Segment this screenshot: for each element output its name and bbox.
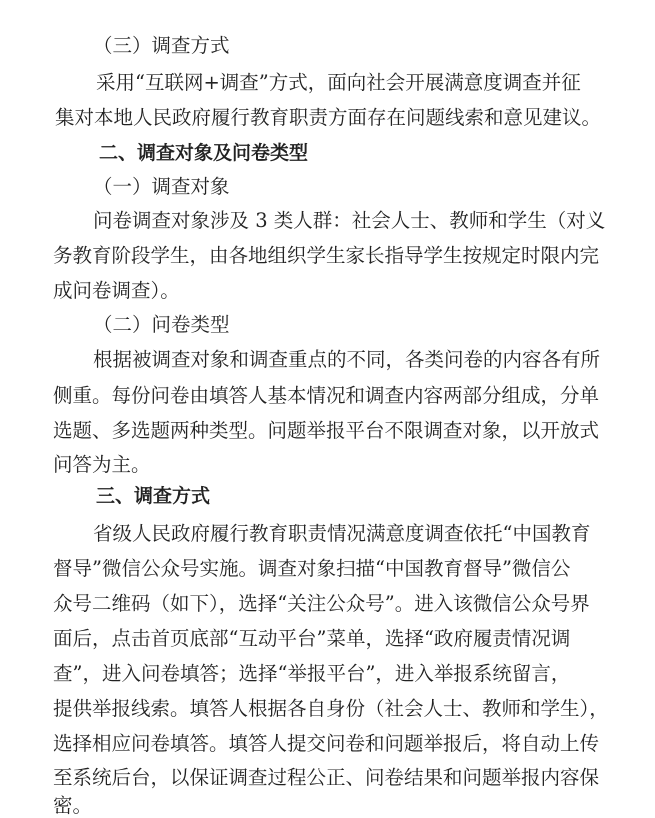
paragraph-line: 众号二维码（如下），选择“关注公众号”。进入该微信公众号界 [53, 592, 590, 615]
paragraph-line: 至系统后台，以保证调查过程公正、问卷结果和问题举报内容保 [53, 766, 600, 789]
paragraph-line: 集对本地人民政府履行教育职责方面存在问题线索和意见建议。 [55, 106, 602, 129]
section-3-title: （三）调查方式 [93, 34, 230, 57]
paragraph-line: 务教育阶段学生，由各地组织学生家长指导学生按规定时限内完 [53, 244, 600, 267]
paragraph-line: 根据被调查对象和调查重点的不同，各类问卷的内容各有所 [93, 348, 601, 371]
paragraph-line: 省级人民政府履行教育职责情况满意度调查依托“中国教育 [93, 522, 591, 545]
paragraph-line: 选择相应问卷填答。填答人提交问卷和问题举报后，将自动上传 [53, 732, 600, 755]
paragraph-line: 选题、多选题两种类型。问题举报平台不限调查对象，以开放式 [53, 419, 600, 442]
paragraph-line: 成问卷调查）。 [53, 279, 180, 302]
paragraph-line: 密。 [53, 794, 93, 817]
paragraph-line: 查”，进入问卷填答；选择“举报平台”，进入举报系统留言， [53, 662, 571, 685]
subheading-objects: （一）调查对象 [93, 175, 230, 198]
paragraph-line: 问卷调查对象涉及 3 类人群：社会人士、教师和学生（对义 [93, 209, 606, 232]
paragraph-line: 面后，点击首页底部“互动平台”菜单，选择“政府履责情况调 [53, 627, 571, 650]
paragraph-line: 督导”微信公众号实施。调查对象扫描“中国教育督导”微信公 [53, 557, 571, 580]
paragraph-line: 问答为主。 [53, 453, 151, 476]
paragraph-line: 提供举报线索。填答人根据各自身份（社会人士、教师和学生）， [53, 697, 609, 720]
heading-investigation-objects: 二、调查对象及问卷类型 [99, 142, 309, 164]
heading-investigation-method: 三、调查方式 [96, 485, 211, 507]
paragraph-line: 侧重。每份问卷由填答人基本情况和调查内容两部分组成，分单 [53, 384, 600, 407]
subheading-questionnaire-types: （二）问卷类型 [93, 313, 230, 336]
paragraph-line: 采用“互联网+调查”方式，面向社会开展满意度调查并征 [96, 71, 581, 94]
